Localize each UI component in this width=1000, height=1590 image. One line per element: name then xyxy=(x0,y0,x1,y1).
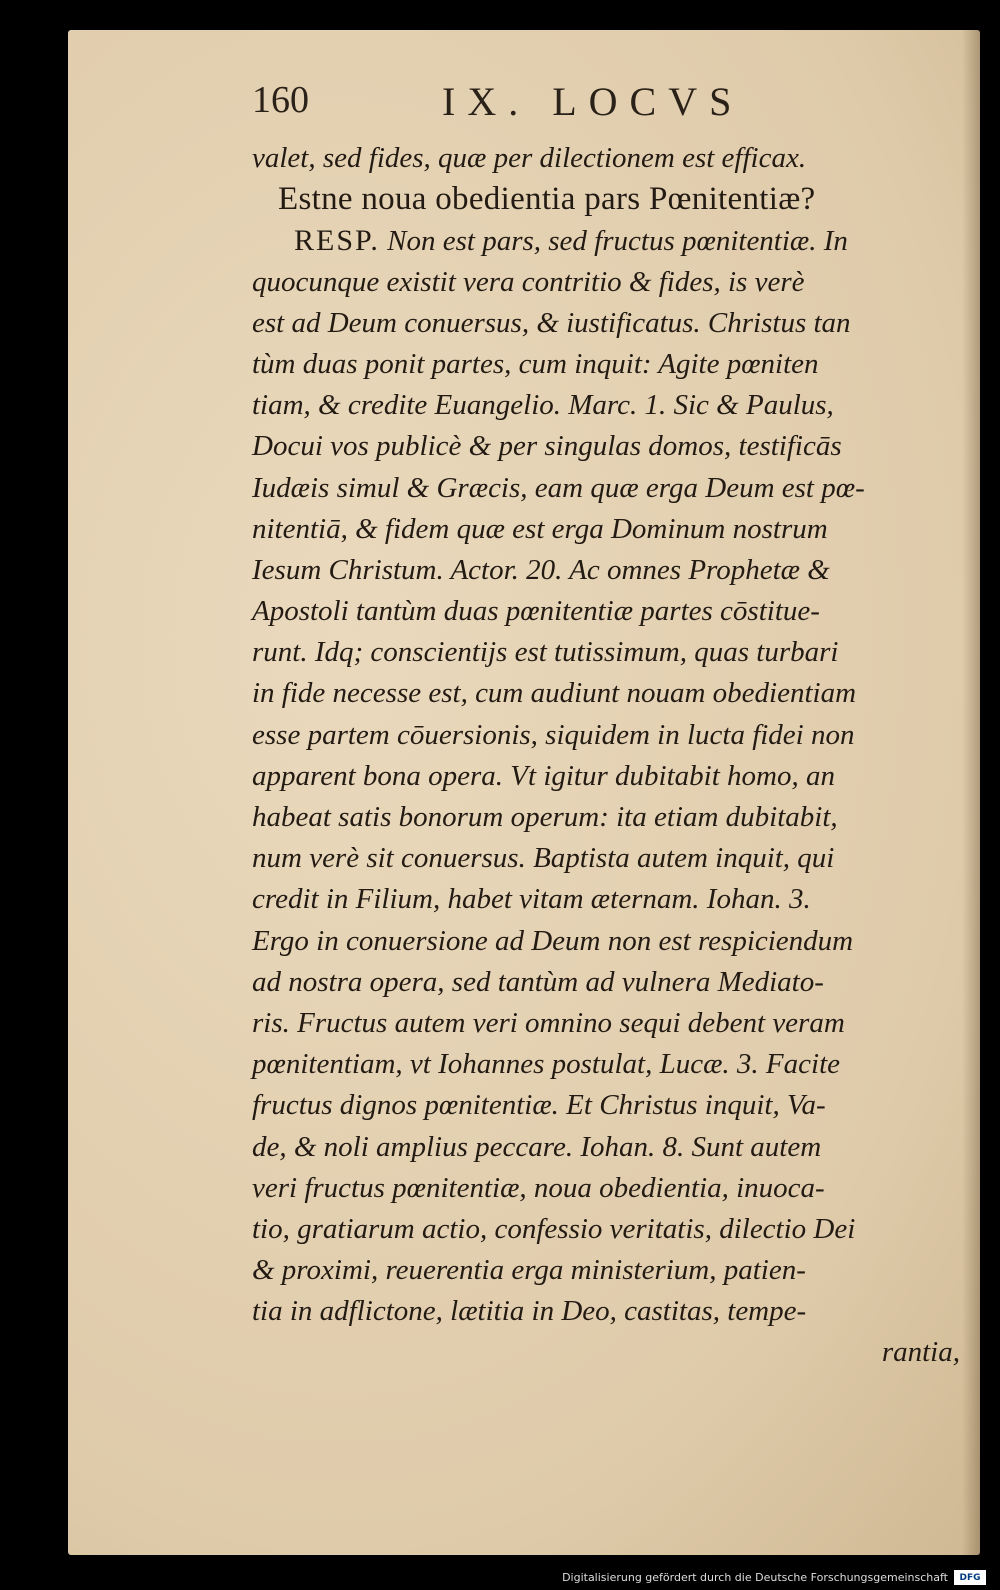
text-line: pœnitentiam, vt Iohannes postulat, Lucæ. 3. Facite xyxy=(252,1048,841,1081)
text-line: Ergo in conuersione ad Deum non est respiciendum xyxy=(252,924,854,957)
resp-label: RESP. xyxy=(294,224,380,258)
text-line: & proximi, reuerentia erga ministerium, patien- xyxy=(252,1254,806,1287)
text-line: Iudæis simul & Græcis, eam quæ erga Deum est pœ- xyxy=(252,471,865,504)
text-line: est ad Deum conuersus, & iustificatus. Christus tan xyxy=(252,306,851,339)
running-title: IX. LOCVS xyxy=(442,79,744,124)
text-line: ad nostra opera, sed tantùm ad vulnera Mediato- xyxy=(252,965,824,998)
page-edge-shadow xyxy=(962,30,980,1555)
text-line: de, & noli amplius peccare. Iohan. 8. Sunt autem xyxy=(252,1130,822,1163)
text-line xyxy=(252,220,960,261)
catchword: rantia, xyxy=(881,1336,960,1369)
dfg-logo: DFG xyxy=(954,1570,986,1585)
text-line: nitentiā, & fidem quæ est erga Dominum nostrum xyxy=(252,512,828,545)
text-line: quocunque existit vera contritio & fides, is verè xyxy=(252,265,805,298)
text-line: valet, sed fides, quæ per dilectionem est efficax. xyxy=(252,142,807,174)
text-line: Apostoli tantùm duas pœnitentiæ partes cōstitue- xyxy=(252,595,820,628)
text-line: Iesum Christum. Actor. 20. Ac omnes Prophetæ & xyxy=(252,553,830,586)
text-line: in fide necesse est, cum audiunt nouam obedientiam xyxy=(252,677,857,710)
text-line: habeat satis bonorum operum: ita etiam dubitabit, xyxy=(252,801,838,833)
text-line: credit in Filium, habet vitam æternam. Iohan. 3. xyxy=(252,883,811,916)
text-line: apparent bona opera. Vt igitur dubitabit homo, an xyxy=(252,759,835,792)
text-line: runt. Idq; conscientijs est tutissimum, quas turbari xyxy=(252,636,839,669)
text-line: num verè sit conuersus. Baptista autem inquit, qui xyxy=(252,842,835,875)
text-line: veri fructus pœnitentiæ, noua obedientia, inuoca- xyxy=(252,1171,825,1204)
text-line-content: Non est pars, sed fructus pœnitentiæ. In xyxy=(387,225,848,258)
text-line: esse partem cōuersionis, siquidem in lucta fidei non xyxy=(252,718,855,751)
page-number: 160 xyxy=(252,79,309,121)
body-text xyxy=(252,138,960,1374)
digitization-footer xyxy=(0,1562,1000,1590)
text-line: fructus dignos pœnitentiæ. Et Christus inquit, Va- xyxy=(252,1089,826,1122)
question-heading: Estne noua obedientia pars Pœnitentiæ? xyxy=(278,181,816,218)
text-line: tùm duas ponit partes, cum inquit: Agite pœniten xyxy=(252,347,819,380)
text-line: Docui vos publicè & per singulas domos, testificās xyxy=(252,430,842,463)
text-line: ris. Fructus autem veri omnino sequi debent veram xyxy=(252,1006,845,1039)
text-line: tiam, & credite Euangelio. Marc. 1. Sic & Paulus, xyxy=(252,389,834,422)
text-line: tia in adflictone, lætitia in Deo, castitas, tempe- xyxy=(252,1295,807,1328)
text-line: tio, gratiarum actio, confessio veritatis, dilectio Dei xyxy=(252,1212,856,1245)
footer-credit: Digitalisierung gefördert durch die Deutsche Forschungsgemeinschaft xyxy=(562,1571,948,1584)
